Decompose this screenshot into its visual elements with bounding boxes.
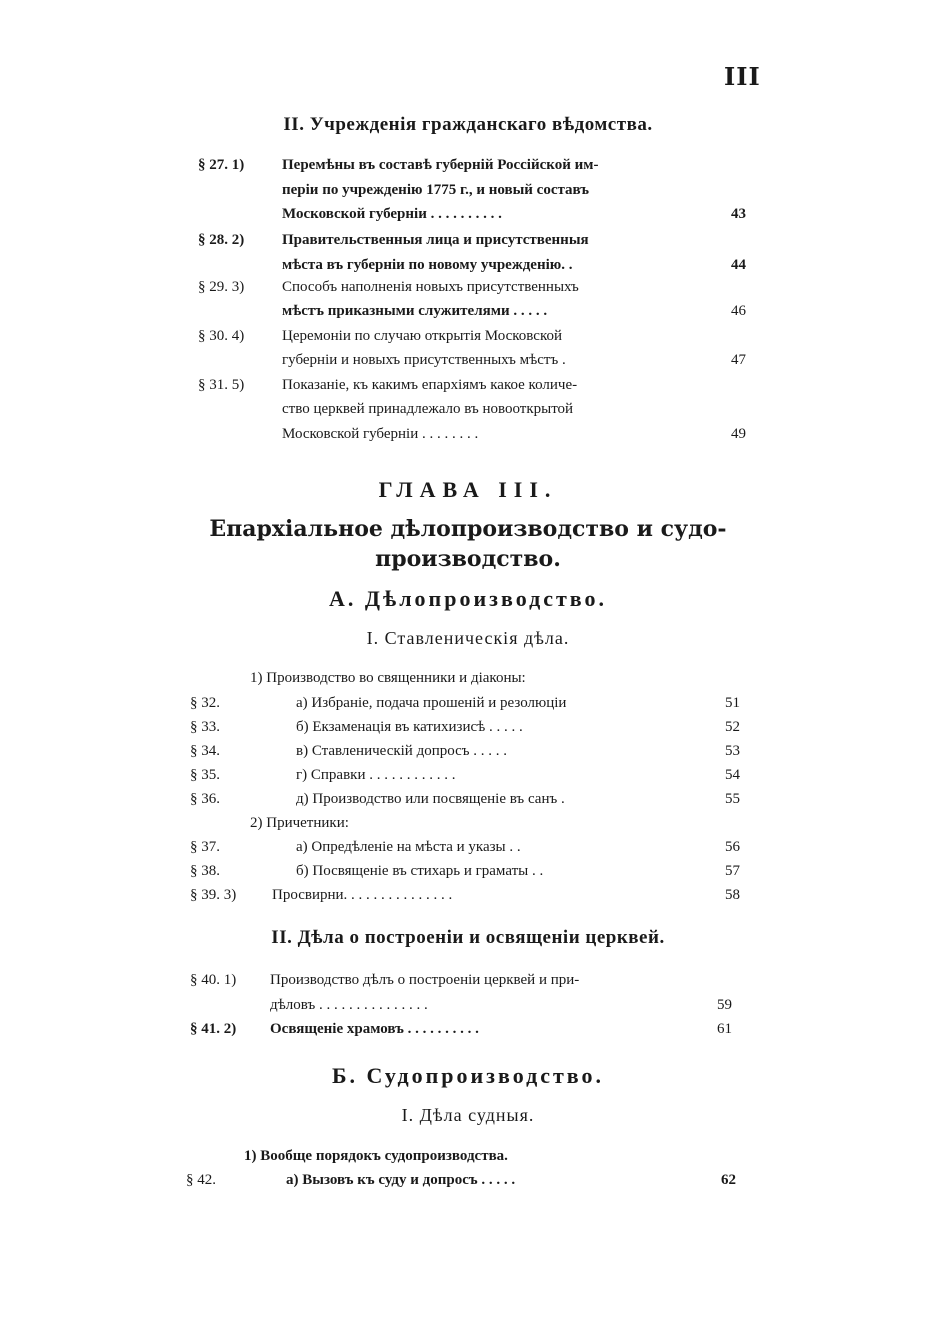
para-number: § 33. [190,719,220,735]
page-ref: 49 [731,426,746,442]
entry-line: Правительственныя лица и присутственныя [282,232,589,248]
entry-line: періи по учрежденію 1775 г., и новый составъ [282,182,590,198]
page-ref: 56 [725,839,740,855]
part-a-sub-ii-heading: II. Дѣла о построеніи и освященіи церквей. [271,927,665,948]
para-number: § 42. [186,1172,216,1188]
para-number: § 30. 4) [198,328,245,344]
entry-line: д) Производство или посвященіе въ санъ . [296,791,565,807]
page-ref: 58 [725,887,740,903]
page-ref: 55 [725,791,740,807]
entry-line: а) Избраніе, подача прошеній и резолюціи [296,695,567,711]
para-number: § 40. 1) [190,972,237,988]
chapter-title-line: производство. [375,546,561,572]
entry-line: Показаніе, къ какимъ епархіямъ какое количе- [282,377,578,393]
page-ref: 51 [725,695,740,711]
entry-line: Производство дѣлъ о построеніи церквей и при- [270,972,580,988]
para-number: § 39. 3) [190,887,237,903]
page-ref: 52 [725,719,740,735]
chapter-title [0,514,936,574]
section-heading-civil: II. Учрежденія гражданскаго вѣдомства. [283,114,653,135]
entry-line: Освященіе храмовъ . . . . . . . . . . [270,1021,479,1037]
entry-line: ство церквей принадлежало въ новооткрытой [282,401,574,417]
para-number: § 31. 5) [198,377,245,393]
page-ref: 59 [717,997,732,1013]
para-number: § 27. 1) [198,157,245,173]
entry-line: а) Опредѣленіе на мѣста и указы . . [296,839,521,855]
para-number: § 41. 2) [190,1021,237,1037]
page-ref: 46 [731,303,746,319]
page-ref: 57 [725,863,740,879]
group-label: 1) Вообще порядокъ судопроизводства. [244,1148,508,1164]
page-number: III [724,62,761,91]
page-ref: 43 [731,206,746,222]
entry-line: Московской губерніи . . . . . . . . . . [282,206,502,222]
part-a-sub-i-heading: I. Ставленическія дѣла. [366,628,570,648]
para-number: § 29. 3) [198,279,245,295]
entry-line: а) Вызовъ къ суду и допросъ . . . . . [286,1172,516,1188]
para-number: § 37. [190,839,220,855]
entry-line: губерніи и новыхъ присутственныхъ мѣстъ . [282,352,566,368]
page-ref: 61 [717,1021,732,1037]
entry-line: б) Екзаменація въ катихизисѣ . . . . . [296,719,523,735]
para-number: § 38. [190,863,220,879]
entry-line: г) Справки . . . . . . . . . . . . [296,767,456,783]
page-ref: 62 [721,1172,736,1188]
page-ref: 47 [731,352,746,368]
chapter-title-line: Епархіальное дѣлопроизводство и судо- [209,516,727,542]
entry-line: дѣловъ . . . . . . . . . . . . . . . [270,997,428,1013]
part-a-heading: А. Дѣлопроизводство. [328,586,608,611]
entry-line: б) Посвященіе въ стихарь и граматы . . [296,863,544,879]
page-ref: 54 [725,767,740,783]
entry-line: мѣстъ приказными служителями . . . . . [282,303,548,319]
entry-line: в) Ставленическій допросъ . . . . . [296,743,508,759]
group-label: 1) Производство во священники и діаконы: [250,670,526,686]
para-number: § 28. 2) [198,232,245,248]
entry-line: Московской губерніи . . . . . . . . [282,426,479,442]
entry-line: Перемѣны въ составѣ губерній Россійской им- [282,157,599,173]
para-number: § 36. [190,791,220,807]
entry-line: Просвирни. . . . . . . . . . . . . . . [272,887,453,903]
entry-line: мѣста въ губерніи по новому учрежденію. . [282,257,573,273]
group-label: 2) Причетники: [250,815,349,831]
entry-line: Способъ наполненія новыхъ присутственныхъ [282,279,579,295]
part-b-heading: Б. Судопроизводство. [331,1063,605,1088]
part-b-sub-i-heading: I. Дѣла судныя. [401,1105,535,1125]
para-number: § 35. [190,767,220,783]
page-ref: 53 [725,743,740,759]
para-number: § 34. [190,743,220,759]
entry-line: Церемоніи по случаю открытія Московской [282,328,563,344]
para-number: § 32. [190,695,220,711]
page-ref: 44 [731,257,746,273]
chapter-heading: ГЛАВА III. [378,477,558,502]
